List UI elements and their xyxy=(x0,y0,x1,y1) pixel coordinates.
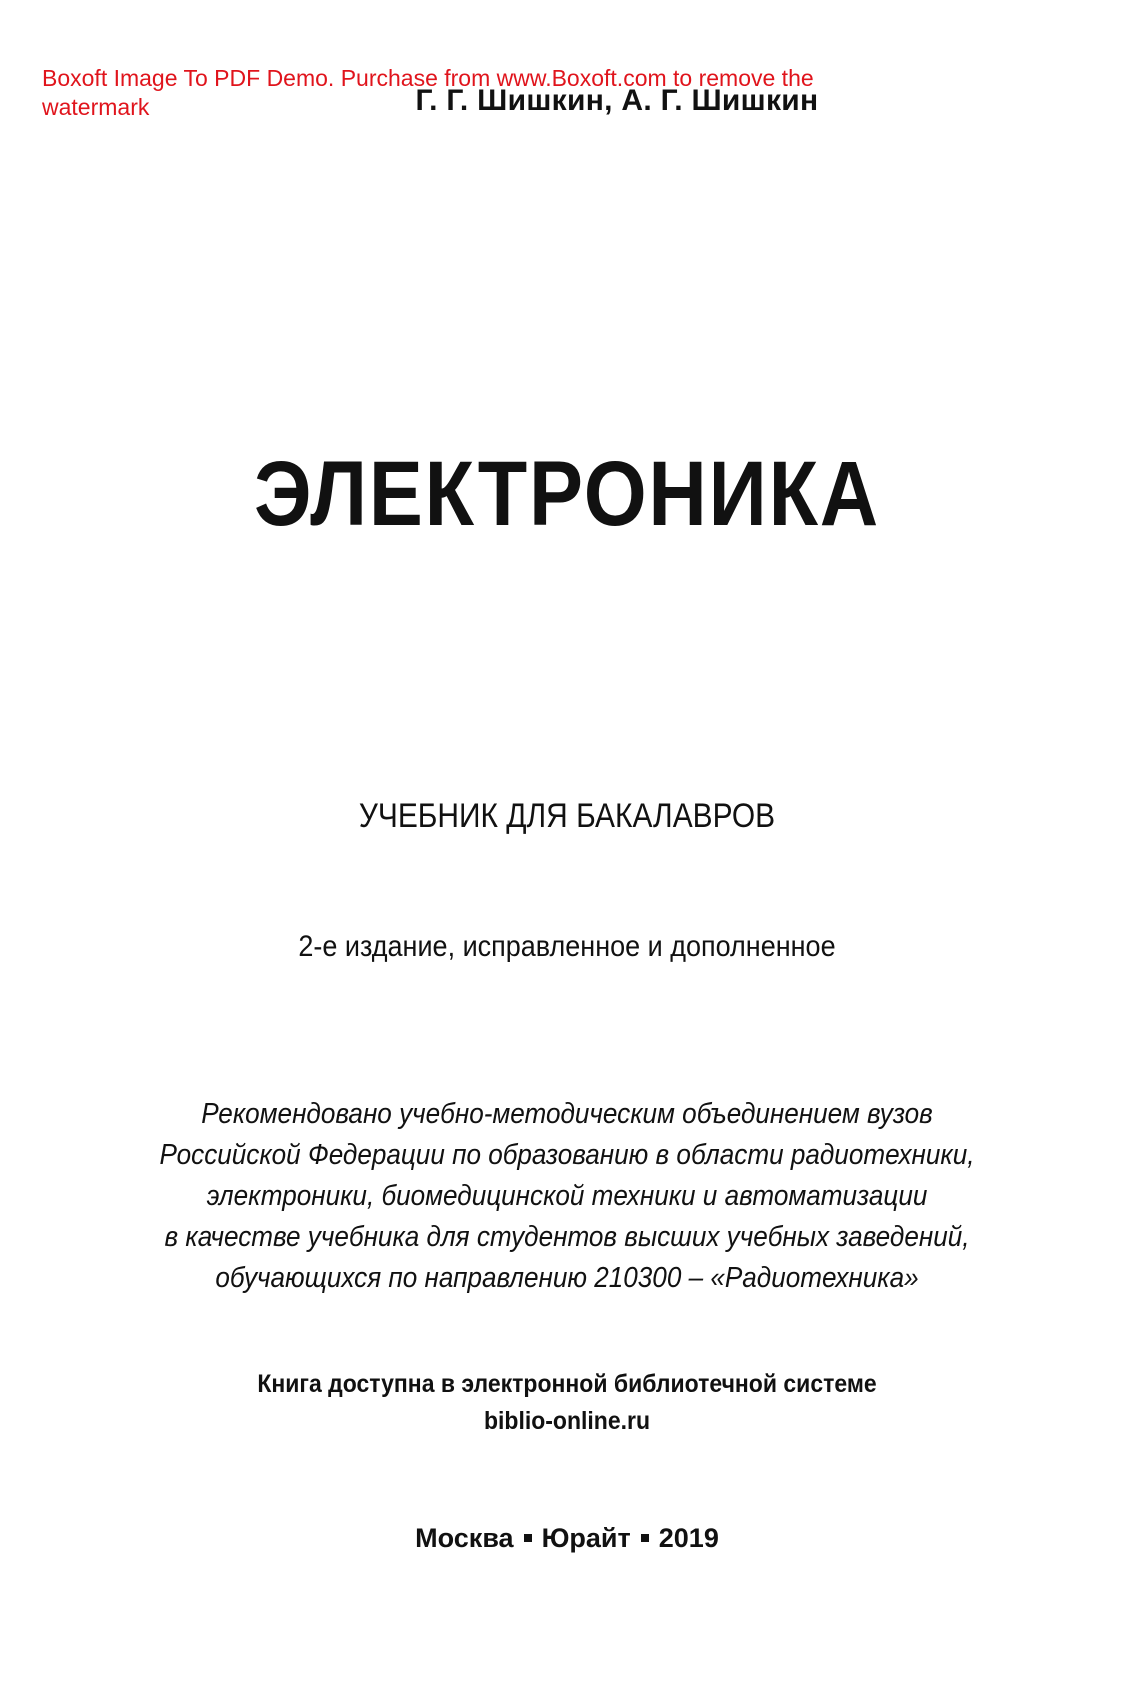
recommendation-line: в качестве учебника для студентов высших учебных заведений, xyxy=(164,1221,970,1253)
imprint-city: Москва xyxy=(415,1523,514,1553)
availability-block xyxy=(0,1366,1134,1440)
authors: Г. Г. Шишкин, А. Г. Шишкин xyxy=(415,84,819,117)
recommendation-line: электроники, биомедицинской техники и автоматизации xyxy=(206,1180,928,1212)
watermark-text: Boxoft Image To PDF Demo. Purchase from www.Boxoft.com to remove the watermark xyxy=(42,65,814,120)
imprint xyxy=(0,1523,1134,1554)
recommendation-line: обучающихся по направлению 210300 – «Радиотехника» xyxy=(215,1262,919,1294)
recommendation-block xyxy=(0,1094,1134,1299)
library-url: biblio-online.ru xyxy=(483,1407,651,1435)
imprint-publisher: Юрайт xyxy=(541,1523,631,1553)
edition-note: 2-е издание, исправленное и дополненное xyxy=(298,930,836,963)
recommendation-line: Российской Федерации по образованию в области радиотехники, xyxy=(159,1139,975,1171)
availability-text: Книга доступна в электронной библиотечной системе xyxy=(257,1370,877,1398)
imprint-year: 2019 xyxy=(658,1523,719,1553)
book-title: ЭЛЕКТРОНИКА xyxy=(253,443,881,545)
recommendation-line: Рекомендовано учебно-методическим объединением вузов xyxy=(201,1098,933,1130)
separator-square-icon xyxy=(524,1534,532,1542)
separator-square-icon xyxy=(641,1534,649,1542)
book-subtitle: УЧЕБНИК ДЛЯ БАКАЛАВРОВ xyxy=(358,797,776,835)
